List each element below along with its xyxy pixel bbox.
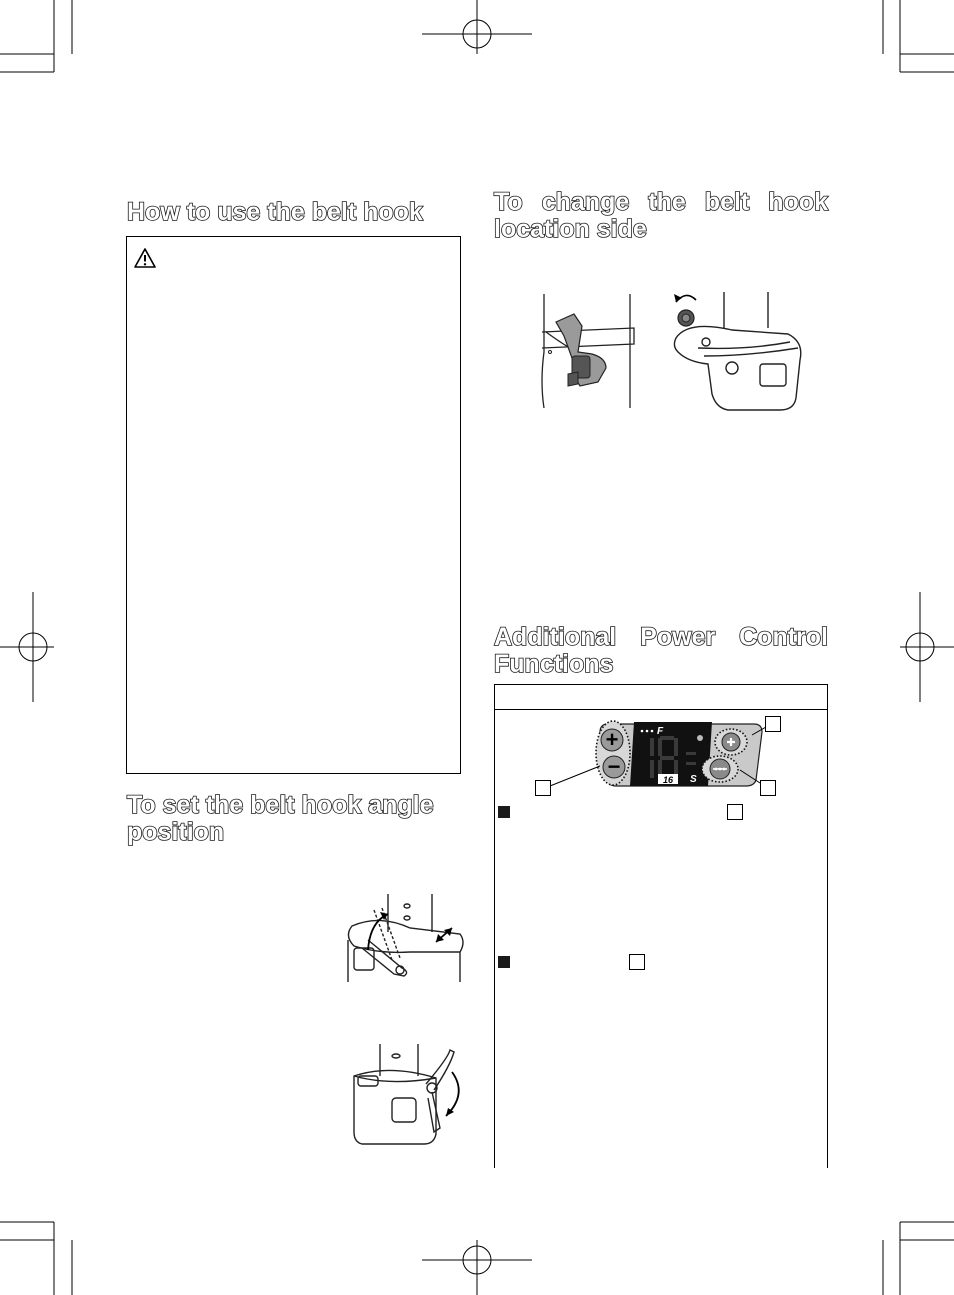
display-label-16: 16 [662, 775, 674, 785]
callout-box-b [535, 780, 551, 796]
heading-belt-hook-angle-line1: To set the belt hook angle [127, 791, 434, 819]
heading-power-control-line1: Additional Power Control [494, 623, 828, 651]
heading-belt-hook-side-line1: To change the belt hook [494, 188, 828, 216]
plus-button-symbol: + [605, 727, 619, 752]
minus-button-symbol: − [607, 754, 621, 779]
inline-callout-box-1 [727, 804, 743, 820]
display-label-f: F [657, 726, 664, 737]
heading-belt-hook-side-line2: location side [494, 215, 647, 243]
display-label-s: S [690, 774, 697, 785]
heading-how-to-use-belt-hook: How to use the belt hook [127, 198, 423, 226]
heading-power-control-line2: Functions [494, 650, 614, 678]
callout-box-a [765, 716, 781, 732]
heading-belt-hook-angle-line2: position [127, 818, 225, 846]
inline-callout-box-2 [629, 954, 645, 970]
bullet-square-2 [498, 956, 510, 968]
callout-box-c [760, 780, 776, 796]
bullet-square-1 [498, 806, 510, 818]
